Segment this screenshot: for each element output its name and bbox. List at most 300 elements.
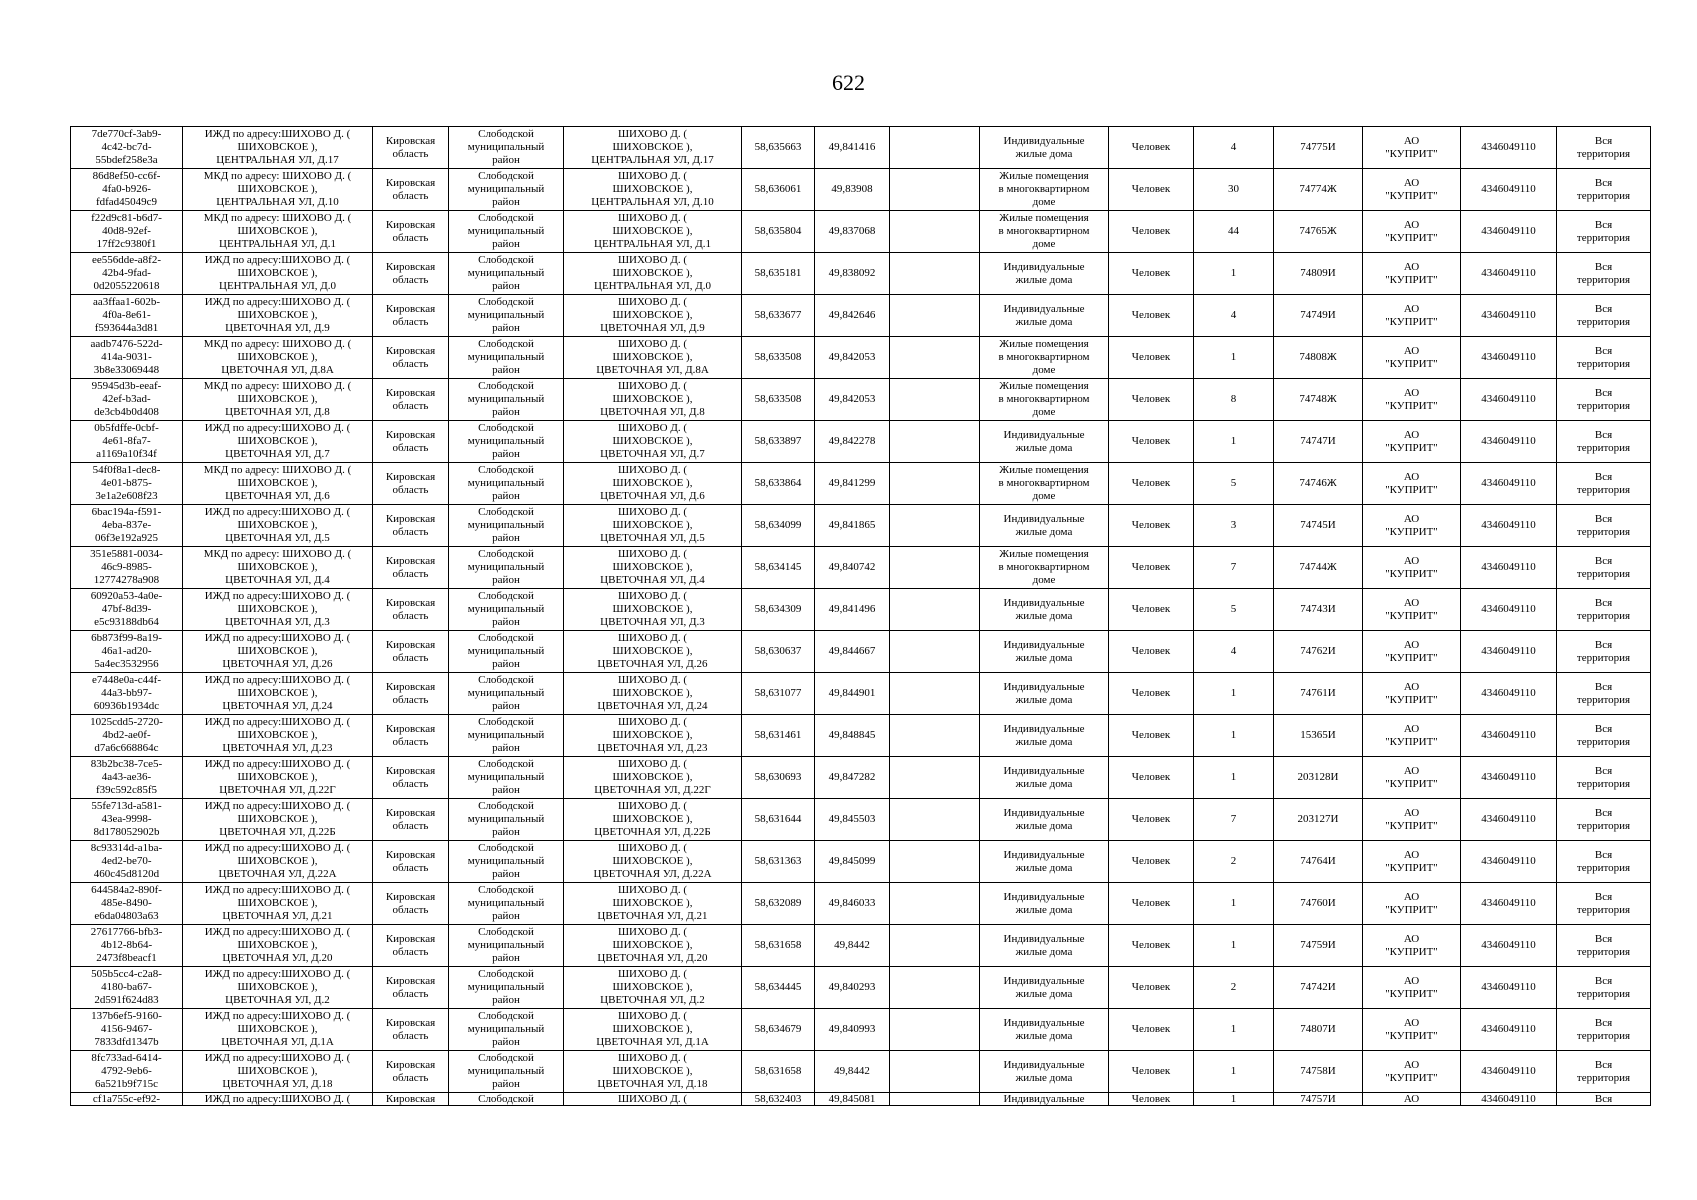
territory-cell: Вся xyxy=(1557,1093,1651,1106)
code-cell: 74761И xyxy=(1274,673,1363,715)
object-type-cell xyxy=(980,169,1109,211)
object-type-line: Жилые помещения xyxy=(999,170,1089,182)
record-id-line: 137b6ef5-9160- xyxy=(91,1010,162,1022)
organization-cell xyxy=(1363,589,1461,631)
count-cell: 5 xyxy=(1194,463,1274,505)
record-id-cell xyxy=(71,589,183,631)
address-line: ШИХОВО Д. ( xyxy=(617,716,688,728)
district-line: муниципальный xyxy=(467,141,545,153)
region-line: область xyxy=(392,483,429,496)
address-line: ШИХОВО Д. ( xyxy=(617,1010,688,1022)
district-line: муниципальный xyxy=(467,603,545,615)
organization-line: "КУПРИТ" xyxy=(1385,189,1438,202)
object-type-line: Индивидуальные xyxy=(1003,890,1085,903)
latitude-cell: 58,634679 xyxy=(742,1009,815,1051)
territory-cell xyxy=(1557,715,1651,757)
object-name-cell xyxy=(183,1051,373,1093)
district-line: муниципальный xyxy=(467,519,545,531)
organization-line: "КУПРИТ" xyxy=(1385,903,1438,916)
object-type-cell: Индивидуальные xyxy=(980,1093,1109,1106)
organization-line: АО xyxy=(1403,596,1420,609)
district-line: район xyxy=(492,1078,520,1090)
longitude-cell: 49,846033 xyxy=(815,883,890,925)
address-line: ШИХОВСКОЕ ), xyxy=(612,309,693,321)
territory-line: Вся xyxy=(1594,176,1613,189)
object-name-cell: ИЖД по адресу:ШИХОВО Д. ( xyxy=(183,1093,373,1106)
record-id-line: 8d178052902b xyxy=(93,826,160,838)
district-line: муниципальный xyxy=(467,687,545,699)
table-row xyxy=(71,1009,1651,1051)
record-id-line: 8c93314d-a1ba- xyxy=(90,842,163,854)
address-cell xyxy=(564,295,742,337)
organization-line: "КУПРИТ" xyxy=(1385,483,1438,496)
address-line: ЦВЕТОЧНАЯ УЛ, Д.23 xyxy=(597,742,708,754)
organization-line: "КУПРИТ" xyxy=(1385,777,1438,790)
territory-line: территория xyxy=(1576,147,1631,160)
address-line: ШИХОВСКОЕ ), xyxy=(612,435,693,447)
address-cell xyxy=(564,127,742,169)
record-id-line: 42b4-9fad- xyxy=(102,267,151,279)
count-cell: 5 xyxy=(1194,589,1274,631)
count-cell: 1 xyxy=(1194,421,1274,463)
territory-line: Вся xyxy=(1594,134,1613,147)
address-cell xyxy=(564,421,742,463)
object-name-line: ЦВЕТОЧНАЯ УЛ, Д.21 xyxy=(222,910,333,922)
record-id-line: 44a3-bb97- xyxy=(101,687,152,699)
region-cell xyxy=(373,673,449,715)
district-line: Слободской xyxy=(478,254,534,266)
count-cell: 7 xyxy=(1194,799,1274,841)
record-id-cell xyxy=(71,715,183,757)
territory-line: Вся xyxy=(1594,512,1613,525)
object-type-cell xyxy=(980,799,1109,841)
object-name-line: ШИХОВСКОЕ ), xyxy=(237,519,318,531)
district-line: муниципальный xyxy=(467,435,545,447)
district-line: район xyxy=(492,406,520,418)
district-line: район xyxy=(492,1036,520,1048)
territory-cell xyxy=(1557,883,1651,925)
object-type-line: Индивидуальные xyxy=(1003,260,1085,273)
organization-cell: АО xyxy=(1363,1093,1461,1106)
district-cell xyxy=(449,631,564,673)
object-type-line: Индивидуальные xyxy=(1003,134,1085,147)
empty-cell xyxy=(890,547,980,589)
unit-cell: Человек xyxy=(1109,463,1194,505)
object-type-cell xyxy=(980,505,1109,547)
object-name-line: ШИХОВСКОЕ ), xyxy=(237,687,318,699)
territory-cell xyxy=(1557,379,1651,421)
district-line: муниципальный xyxy=(467,855,545,867)
inn-cell: 4346049110 xyxy=(1461,337,1557,379)
record-id-cell xyxy=(71,421,183,463)
code-cell: 74765Ж xyxy=(1274,211,1363,253)
district-line: Слободской xyxy=(478,170,534,182)
longitude-cell: 49,8442 xyxy=(815,1051,890,1093)
address-line: ШИХОВСКОЕ ), xyxy=(612,351,693,363)
district-line: Слободской xyxy=(478,968,534,980)
record-id-line: 3b8e33069448 xyxy=(93,364,160,376)
district-line: район xyxy=(492,784,520,796)
record-id-line: 43ea-9998- xyxy=(101,813,152,825)
record-id-line: 40d8-92ef- xyxy=(102,225,151,237)
organization-line: АО xyxy=(1403,176,1420,189)
district-line: район xyxy=(492,490,520,502)
count-cell: 2 xyxy=(1194,967,1274,1009)
record-id-line: 4e01-b875- xyxy=(101,477,152,489)
object-type-line: жилые дома xyxy=(1015,987,1073,1000)
record-id-line: 4fa0-b926- xyxy=(102,183,151,195)
longitude-cell: 49,841865 xyxy=(815,505,890,547)
latitude-cell: 58,635804 xyxy=(742,211,815,253)
record-id-line: 27617766-bfb3- xyxy=(90,926,163,938)
unit-cell: Человек xyxy=(1109,673,1194,715)
district-line: район xyxy=(492,532,520,544)
unit-cell: Человек xyxy=(1109,925,1194,967)
address-line: ЦВЕТОЧНАЯ УЛ, Д.22Г xyxy=(594,784,711,796)
code-cell: 74760И xyxy=(1274,883,1363,925)
address-line: ЦЕНТРАЛЬНАЯ УЛ, Д.1 xyxy=(594,238,711,250)
address-cell xyxy=(564,883,742,925)
object-name-line: ИЖД по адресу:ШИХОВО Д. ( xyxy=(204,254,351,266)
district-line: муниципальный xyxy=(467,981,545,993)
address-line: ШИХОВСКОЕ ), xyxy=(612,267,693,279)
territory-cell xyxy=(1557,421,1651,463)
empty-cell xyxy=(890,505,980,547)
inn-cell: 4346049110 xyxy=(1461,841,1557,883)
territory-line: территория xyxy=(1576,189,1631,202)
territory-line: территория xyxy=(1576,861,1631,874)
territory-line: территория xyxy=(1576,231,1631,244)
organization-cell xyxy=(1363,169,1461,211)
record-id-line: 351e5881-0034- xyxy=(90,548,163,560)
address-line: ШИХОВСКОЕ ), xyxy=(612,981,693,993)
address-cell xyxy=(564,463,742,505)
object-type-line: в многоквартирном xyxy=(998,561,1090,573)
object-type-line: в многоквартирном xyxy=(998,225,1090,237)
empty-cell xyxy=(890,127,980,169)
record-id-line: d7a6c668864c xyxy=(94,742,159,754)
object-type-line: жилые дома xyxy=(1015,651,1073,664)
inn-cell: 4346049110 xyxy=(1461,505,1557,547)
table-row xyxy=(71,631,1651,673)
district-line: муниципальный xyxy=(467,183,545,195)
object-type-line: Индивидуальные xyxy=(1003,806,1085,819)
table-row xyxy=(71,673,1651,715)
organization-line: "КУПРИТ" xyxy=(1385,651,1438,664)
object-type-line: Индивидуальные xyxy=(1003,680,1085,693)
territory-cell xyxy=(1557,841,1651,883)
inn-cell: 4346049110 xyxy=(1461,631,1557,673)
district-line: Слободской xyxy=(478,212,534,224)
region-line: область xyxy=(392,189,429,202)
district-cell xyxy=(449,463,564,505)
region-cell xyxy=(373,967,449,1009)
longitude-cell: 49,837068 xyxy=(815,211,890,253)
longitude-cell: 49,840742 xyxy=(815,547,890,589)
organization-line: "КУПРИТ" xyxy=(1385,819,1438,832)
address-line: ЦВЕТОЧНАЯ УЛ, Д.20 xyxy=(597,952,708,964)
address-cell xyxy=(564,673,742,715)
object-type-line: Индивидуальные xyxy=(1003,974,1085,987)
address-line: ЦВЕТОЧНАЯ УЛ, Д.9 xyxy=(600,322,705,334)
territory-line: Вся xyxy=(1594,722,1613,735)
district-cell xyxy=(449,1051,564,1093)
district-line: Слободской xyxy=(478,758,534,770)
object-type-line: жилые дома xyxy=(1015,273,1073,286)
district-cell xyxy=(449,925,564,967)
district-line: муниципальный xyxy=(467,267,545,279)
object-name-line: ШИХОВСКОЕ ), xyxy=(237,183,318,195)
object-name-line: ИЖД по адресу:ШИХОВО Д. ( xyxy=(204,590,351,602)
code-cell: 74749И xyxy=(1274,295,1363,337)
object-name-cell xyxy=(183,463,373,505)
region-line: область xyxy=(392,651,429,664)
address-line: ШИХОВО Д. ( xyxy=(617,170,688,182)
territory-line: территория xyxy=(1576,1071,1631,1084)
latitude-cell: 58,631077 xyxy=(742,673,815,715)
district-line: Слободской xyxy=(478,716,534,728)
longitude-cell: 49,841416 xyxy=(815,127,890,169)
district-line: муниципальный xyxy=(467,939,545,951)
territory-cell xyxy=(1557,925,1651,967)
region-line: область xyxy=(392,231,429,244)
region-cell xyxy=(373,1051,449,1093)
object-type-line: Жилые помещения xyxy=(999,212,1089,224)
district-cell xyxy=(449,967,564,1009)
object-name-cell xyxy=(183,547,373,589)
address-cell xyxy=(564,841,742,883)
territory-cell xyxy=(1557,967,1651,1009)
organization-line: "КУПРИТ" xyxy=(1385,273,1438,286)
region-cell xyxy=(373,169,449,211)
longitude-cell: 49,842278 xyxy=(815,421,890,463)
record-id-cell xyxy=(71,169,183,211)
territory-cell xyxy=(1557,673,1651,715)
address-line: ШИХОВО Д. ( xyxy=(617,632,688,644)
organization-line: АО xyxy=(1403,890,1420,903)
address-line: ЦЕНТРАЛЬНАЯ УЛ, Д.10 xyxy=(591,196,714,208)
code-cell: 74743И xyxy=(1274,589,1363,631)
latitude-cell: 58,633897 xyxy=(742,421,815,463)
district-line: муниципальный xyxy=(467,1065,545,1077)
object-type-line: жилые дома xyxy=(1015,777,1073,790)
district-line: Слободской xyxy=(478,674,534,686)
address-line: ШИХОВСКОЕ ), xyxy=(612,939,693,951)
table-row xyxy=(71,925,1651,967)
address-line: ЦВЕТОЧНАЯ УЛ, Д.8 xyxy=(600,406,705,418)
record-id-line: 4e61-8fa7- xyxy=(102,435,151,447)
unit-cell: Человек xyxy=(1109,841,1194,883)
district-cell xyxy=(449,211,564,253)
latitude-cell: 58,633508 xyxy=(742,379,815,421)
table-row xyxy=(71,505,1651,547)
longitude-cell: 49,848845 xyxy=(815,715,890,757)
object-type-line: Индивидуальные xyxy=(1003,512,1085,525)
record-id-cell xyxy=(71,379,183,421)
territory-cell xyxy=(1557,127,1651,169)
region-cell xyxy=(373,925,449,967)
object-name-line: ШИХОВСКОЕ ), xyxy=(237,855,318,867)
empty-cell xyxy=(890,715,980,757)
region-cell xyxy=(373,799,449,841)
region-cell xyxy=(373,295,449,337)
record-id-line: 7833dfd1347b xyxy=(94,1036,159,1048)
organization-cell xyxy=(1363,841,1461,883)
region-cell xyxy=(373,463,449,505)
longitude-cell: 49,842646 xyxy=(815,295,890,337)
latitude-cell: 58,630693 xyxy=(742,757,815,799)
longitude-cell: 49,840293 xyxy=(815,967,890,1009)
district-line: Слободской xyxy=(478,842,534,854)
object-name-line: ЦВЕТОЧНАЯ УЛ, Д.22Б xyxy=(219,826,336,838)
region-line: область xyxy=(392,609,429,622)
address-line: ЦВЕТОЧНАЯ УЛ, Д.8А xyxy=(596,364,709,376)
object-name-line: ШИХОВСКОЕ ), xyxy=(237,603,318,615)
organization-line: "КУПРИТ" xyxy=(1385,399,1438,412)
unit-cell: Человек xyxy=(1109,799,1194,841)
object-name-line: ШИХОВСКОЕ ), xyxy=(237,477,318,489)
district-line: муниципальный xyxy=(467,561,545,573)
code-cell: 74807И xyxy=(1274,1009,1363,1051)
record-id-line: f22d9c81-b6d7- xyxy=(91,212,162,224)
empty-cell xyxy=(890,673,980,715)
object-type-line: Индивидуальные xyxy=(1003,1016,1085,1029)
record-id-line: 4156-9467- xyxy=(100,1023,153,1035)
address-line: ШИХОВО Д. ( xyxy=(617,380,688,392)
address-cell: ШИХОВО Д. ( xyxy=(564,1093,742,1106)
object-name-cell xyxy=(183,295,373,337)
object-type-line: жилые дома xyxy=(1015,903,1073,916)
organization-line: АО xyxy=(1403,302,1420,315)
territory-line: территория xyxy=(1576,273,1631,286)
territory-cell xyxy=(1557,589,1651,631)
table-row-partial xyxy=(71,1093,1651,1106)
record-id-line: ee556dde-a8f2- xyxy=(91,254,162,266)
address-line: ШИХОВСКОЕ ), xyxy=(612,897,693,909)
record-id-line: 2d591f624d83 xyxy=(94,994,159,1006)
object-name-line: ШИХОВСКОЕ ), xyxy=(237,939,318,951)
object-name-line: ЦВЕТОЧНАЯ УЛ, Д.7 xyxy=(225,448,330,460)
record-id-line: aa3ffaa1-602b- xyxy=(93,296,160,308)
object-name-line: МКД по адресу: ШИХОВО Д. ( xyxy=(203,338,352,350)
object-type-line: жилые дома xyxy=(1015,315,1073,328)
object-name-line: ЦВЕТОЧНАЯ УЛ, Д.9 xyxy=(225,322,330,334)
table-row xyxy=(71,379,1651,421)
unit-cell: Человек xyxy=(1109,421,1194,463)
object-name-cell xyxy=(183,715,373,757)
organization-line: АО xyxy=(1403,932,1420,945)
record-id-cell xyxy=(71,1009,183,1051)
inn-cell: 4346049110 xyxy=(1461,1009,1557,1051)
organization-cell xyxy=(1363,421,1461,463)
district-cell: Слободской xyxy=(449,1093,564,1106)
code-cell: 74742И xyxy=(1274,967,1363,1009)
record-id-line: 4eba-837e- xyxy=(101,519,152,531)
region-line: Кировская xyxy=(385,596,436,609)
record-id-line: 4792-9eb6- xyxy=(101,1065,152,1077)
code-cell: 74808Ж xyxy=(1274,337,1363,379)
unit-cell: Человек xyxy=(1109,253,1194,295)
object-name-line: ЦВЕТОЧНАЯ УЛ, Д.23 xyxy=(222,742,333,754)
region-line: область xyxy=(392,861,429,874)
record-id-line: 4bd2-ae0f- xyxy=(102,729,151,741)
inn-cell: 4346049110 xyxy=(1461,589,1557,631)
object-name-line: ИЖД по адресу:ШИХОВО Д. ( xyxy=(204,296,351,308)
object-name-line: ЦВЕТОЧНАЯ УЛ, Д.4 xyxy=(225,574,330,586)
address-line: ЦЕНТРАЛЬНАЯ УЛ, Д.17 xyxy=(591,154,714,166)
table-row xyxy=(71,841,1651,883)
region-line: Кировская xyxy=(385,890,436,903)
organization-cell xyxy=(1363,799,1461,841)
code-cell: 74764И xyxy=(1274,841,1363,883)
object-name-line: ИЖД по адресу:ШИХОВО Д. ( xyxy=(204,1010,351,1022)
inn-cell: 4346049110 xyxy=(1461,379,1557,421)
territory-line: территория xyxy=(1576,651,1631,664)
region-line: область xyxy=(392,399,429,412)
longitude-cell: 49,838092 xyxy=(815,253,890,295)
unit-cell: Человек xyxy=(1109,715,1194,757)
code-cell: 74748Ж xyxy=(1274,379,1363,421)
empty-cell xyxy=(890,841,980,883)
object-name-line: ИЖД по адресу:ШИХОВО Д. ( xyxy=(204,674,351,686)
territory-cell xyxy=(1557,505,1651,547)
territory-line: Вся xyxy=(1594,344,1613,357)
territory-cell xyxy=(1557,1051,1651,1093)
district-cell xyxy=(449,295,564,337)
object-name-line: ИЖД по адресу:ШИХОВО Д. ( xyxy=(204,926,351,938)
district-line: район xyxy=(492,238,520,250)
record-id-cell xyxy=(71,505,183,547)
record-id-line: 12774278a908 xyxy=(93,574,160,586)
object-name-line: ШИХОВСКОЕ ), xyxy=(237,1065,318,1077)
district-line: район xyxy=(492,868,520,880)
empty-cell xyxy=(890,883,980,925)
latitude-cell: 58,635663 xyxy=(742,127,815,169)
address-line: ШИХОВСКОЕ ), xyxy=(612,813,693,825)
record-id-line: 644584a2-890f- xyxy=(91,884,162,896)
empty-cell xyxy=(890,169,980,211)
object-type-line: Индивидуальные xyxy=(1003,932,1085,945)
territory-line: территория xyxy=(1576,567,1631,580)
district-line: район xyxy=(492,448,520,460)
code-cell: 203128И xyxy=(1274,757,1363,799)
table-row xyxy=(71,757,1651,799)
address-line: ШИХОВСКОЕ ), xyxy=(612,225,693,237)
empty-cell xyxy=(890,799,980,841)
organization-cell xyxy=(1363,925,1461,967)
inn-cell: 4346049110 xyxy=(1461,925,1557,967)
district-cell xyxy=(449,883,564,925)
district-cell xyxy=(449,799,564,841)
record-id-line: 46c9-8985- xyxy=(101,561,152,573)
count-cell: 8 xyxy=(1194,379,1274,421)
territory-cell xyxy=(1557,631,1651,673)
object-type-line: доме xyxy=(1032,574,1056,586)
latitude-cell: 58,634099 xyxy=(742,505,815,547)
unit-cell: Человек xyxy=(1109,505,1194,547)
territory-cell xyxy=(1557,1009,1651,1051)
longitude-cell: 49,845503 xyxy=(815,799,890,841)
district-line: Слободской xyxy=(478,884,534,896)
object-type-cell xyxy=(980,1009,1109,1051)
table-row xyxy=(71,127,1651,169)
organization-line: АО xyxy=(1403,428,1420,441)
organization-cell xyxy=(1363,757,1461,799)
region-line: область xyxy=(392,777,429,790)
object-name-line: ИЖД по адресу:ШИХОВО Д. ( xyxy=(204,506,351,518)
territory-line: территория xyxy=(1576,357,1631,370)
address-cell xyxy=(564,757,742,799)
